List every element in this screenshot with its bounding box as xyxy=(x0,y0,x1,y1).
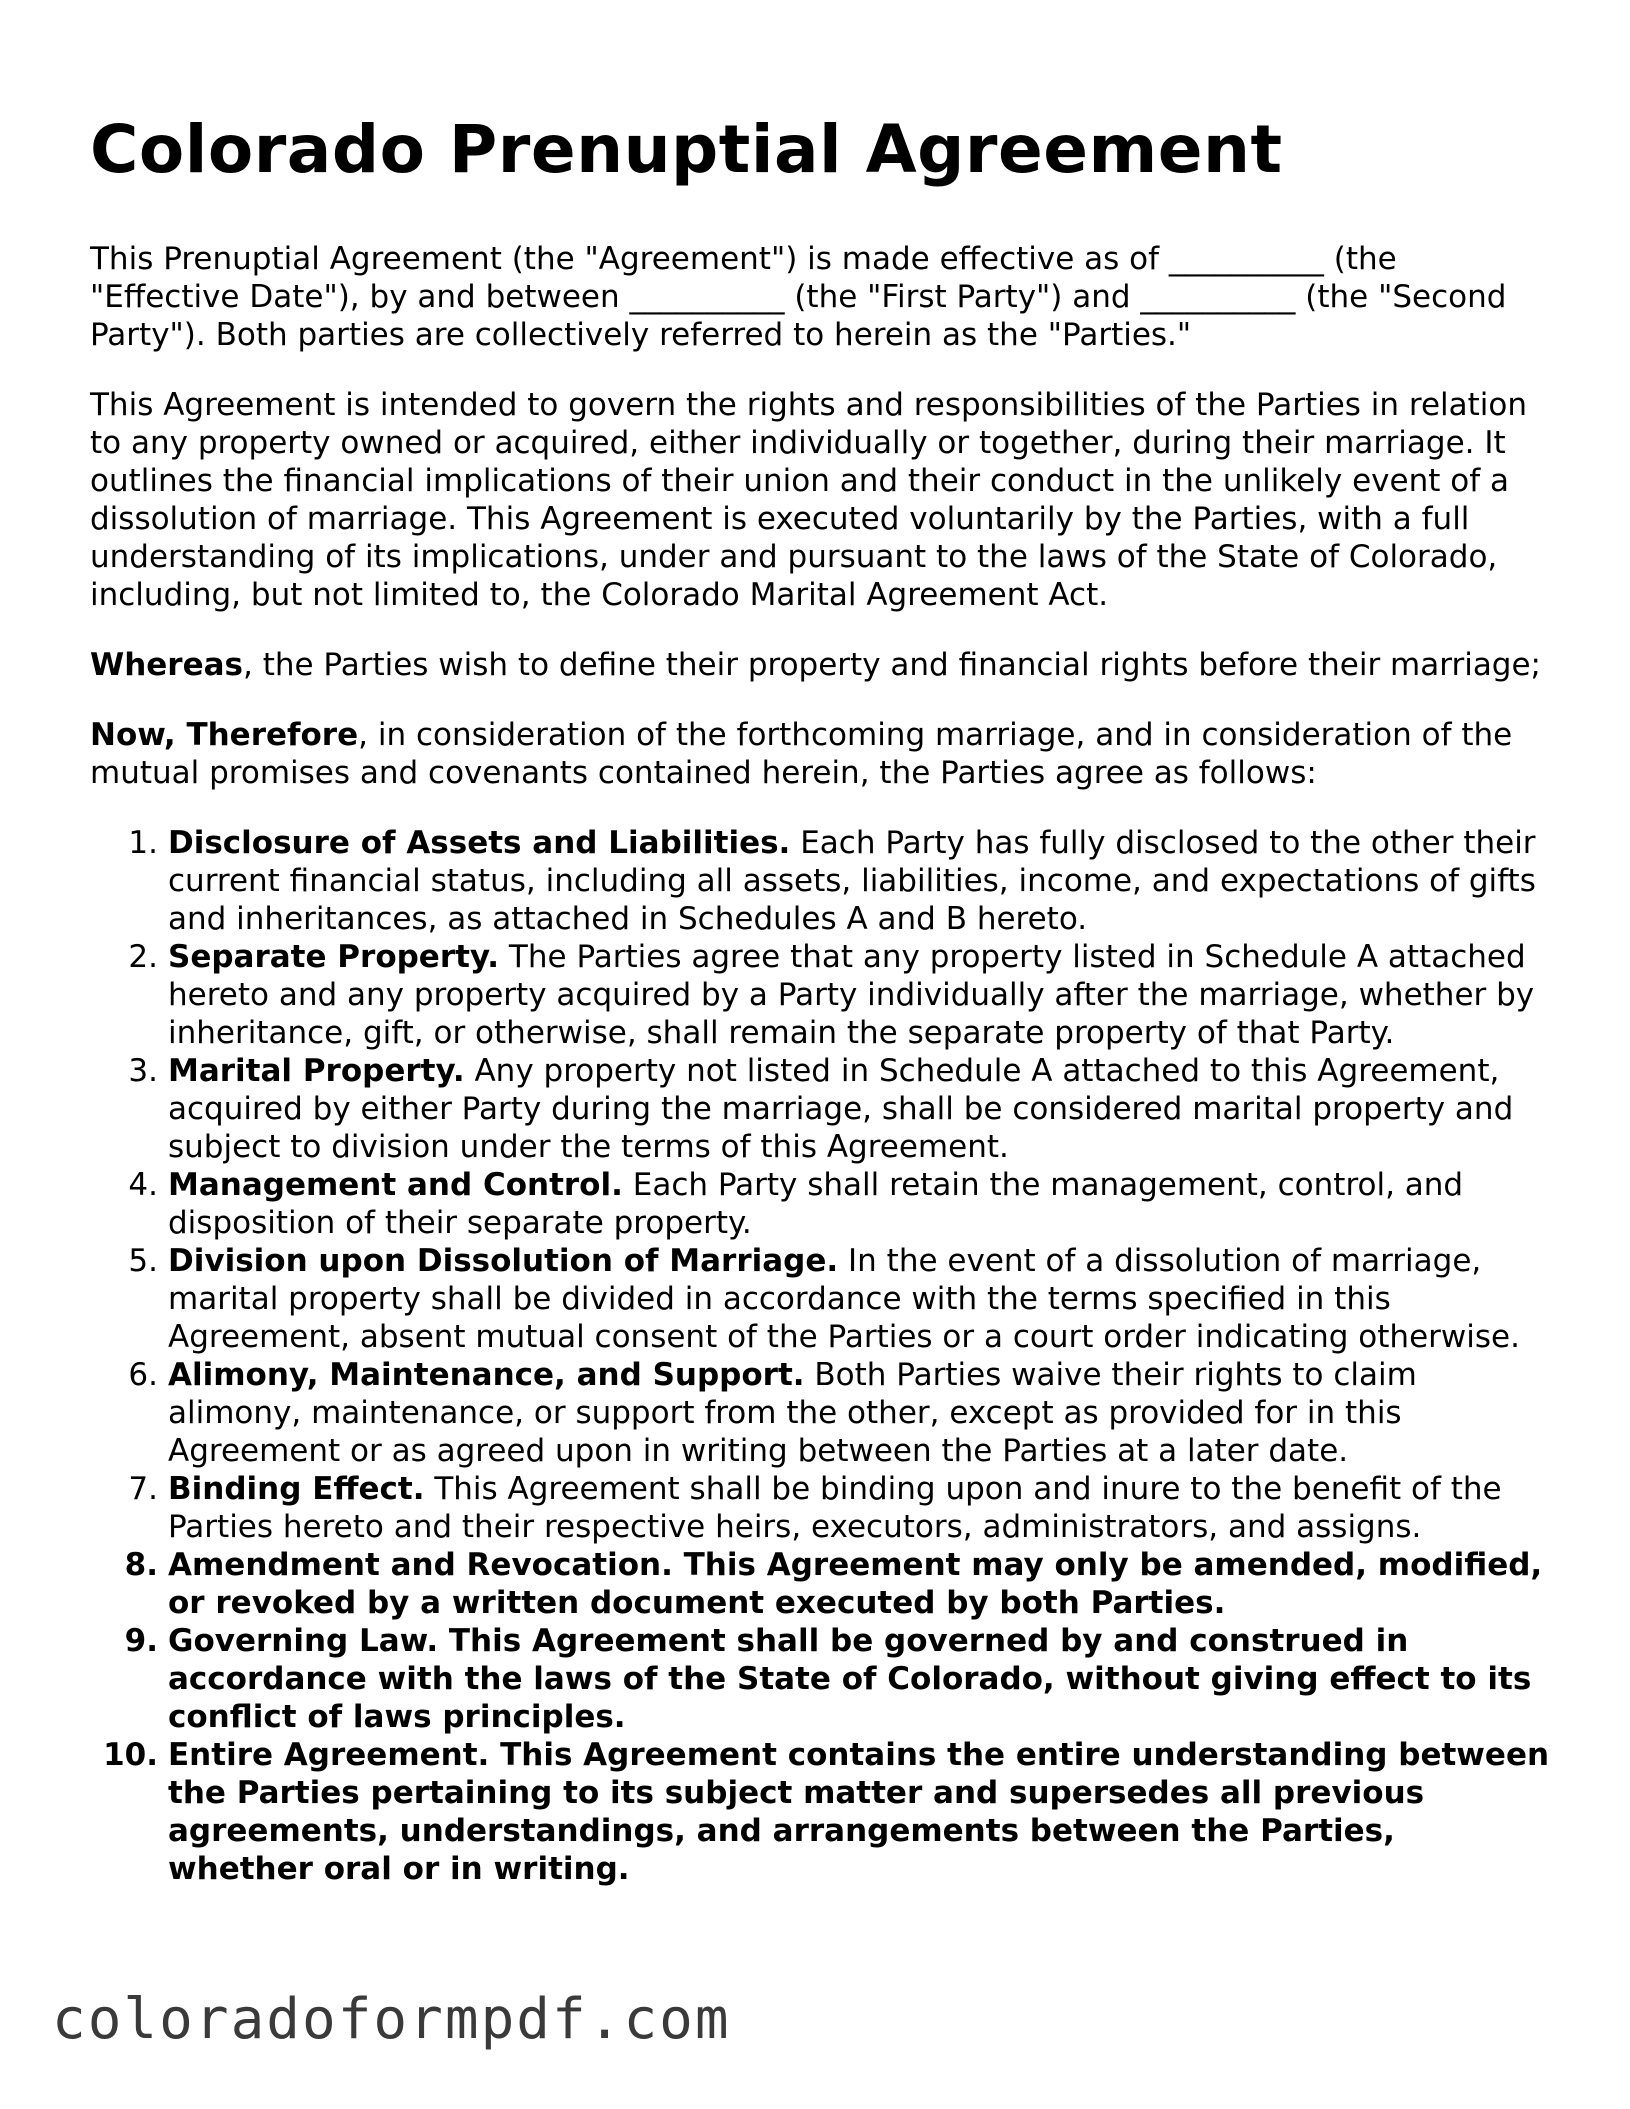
clause-item xyxy=(128,1166,1550,1242)
clause-item xyxy=(128,1470,1550,1546)
clause-heading: Management and Control. xyxy=(168,1167,623,1203)
clause-number: 8. xyxy=(124,1547,158,1583)
clause-text: Each Party shall retain the management, control, and disposition of their separate property. xyxy=(168,1167,1464,1241)
clause-text: Any property not listed in Schedule A attached to this Agreement, acquired by either Party during the marriage, shall be considered marital property and subject to division under the terms of this Agreement. xyxy=(168,1053,1514,1165)
clause-text: Governing Law. This Agreement shall be governed by and construed in accordance with the laws of the State of Colorado, without giving effect to its conflict of laws principles. xyxy=(168,1623,1532,1735)
clause-number: 1. xyxy=(128,825,158,861)
clause-heading: Marital Property. xyxy=(168,1053,465,1089)
clause-text: This Agreement shall be binding upon and inure to the benefit of the Parties hereto and their respective heirs, executors, administrators, and assigns. xyxy=(168,1471,1502,1545)
clause-item xyxy=(128,1356,1550,1470)
clause-heading: Separate Property. xyxy=(168,939,500,975)
clause-number: 4. xyxy=(128,1167,158,1203)
clause-heading: Division upon Dissolution of Marriage. xyxy=(168,1243,839,1279)
purpose-paragraph: This Agreement is intended to govern the rights and responsibilities of the Parties in relation to any property owned or acquired, either individually or together, during their marriage. It outlines the financial implications of their union and their conduct in the unlikely event of a dissolution of marriage. This Agreement is executed voluntarily by the Parties, with a full understanding of its implications, under and pursuant to the laws of the State of Colorado, including, but not limited to, the Colorado Marital Agreement Act. xyxy=(90,387,1528,613)
clause-number: 6. xyxy=(128,1357,158,1393)
clause-heading: Binding Effect. xyxy=(168,1471,425,1507)
clause-number: 10. xyxy=(103,1737,158,1773)
site-watermark: coloradoformpdf.com xyxy=(52,1987,731,2052)
clause-item-bold xyxy=(103,1736,1550,1888)
clause-heading: Alimony, Maintenance, and Support. xyxy=(168,1357,805,1393)
intro-paragraph: This Prenuptial Agreement (the "Agreement") is made effective as of __________ (the "Effective Date"), by and between __________ (the "First Party") and __________ (the "Second Party"). Both parties are collectively referred to herein as the "Parties." xyxy=(90,241,1507,353)
therefore-paragraph xyxy=(90,716,1550,792)
whereas-lead: Whereas xyxy=(90,647,243,683)
clause-number: 5. xyxy=(128,1243,158,1279)
page-title: Colorado Prenuptial Agreement xyxy=(90,111,1283,188)
clause-list xyxy=(90,824,1550,1888)
clause-item-bold xyxy=(124,1622,1550,1736)
clause-number: 7. xyxy=(128,1471,158,1507)
clause-item xyxy=(128,1242,1550,1356)
clause-text: Each Party has fully disclosed to the other their current financial status, including all assets, liabilities, income, and expectations of gifts and inheritances, as attached in Schedules A and B hereto. xyxy=(168,825,1536,937)
clause-number: 9. xyxy=(124,1623,158,1659)
clause-item xyxy=(128,1052,1550,1166)
clause-text: In the event of a dissolution of marriage, marital property shall be divided in accordance with the terms specified in this Agreement, absent mutual consent of the Parties or a court order indicating otherwise. xyxy=(168,1243,1520,1355)
document-page xyxy=(90,110,1550,1888)
clause-text: Both Parties waive their rights to claim alimony, maintenance, or support from the other, except as provided for in this Agreement or as agreed upon in writing between the Parties at a later date. xyxy=(168,1357,1417,1469)
clause-text: The Parties agree that any property listed in Schedule A attached hereto and any property acquired by a Party individually after the marriage, whether by inheritance, gift, or otherwise, shall remain the separate property of that Party. xyxy=(168,939,1535,1051)
therefore-text: , in consideration of the forthcoming marriage, and in consideration of the mutual promises and covenants contained herein, the Parties agree as follows: xyxy=(90,717,1513,791)
whereas-text: , the Parties wish to define their property and financial rights before their marriage; xyxy=(242,647,1542,683)
clause-item xyxy=(128,938,1550,1052)
therefore-lead: Now, Therefore xyxy=(90,717,359,753)
clause-item-bold xyxy=(124,1546,1550,1622)
clause-text: Amendment and Revocation. This Agreement may only be amended, modified, or revoked by a written document executed by both Parties. xyxy=(168,1547,1543,1621)
clause-text: Entire Agreement. This Agreement contains the entire understanding between the Parties pertaining to its subject matter and supersedes all previous agreements, understandings, and arrangements between the Parties, whether oral or in writing. xyxy=(168,1737,1550,1887)
whereas-paragraph xyxy=(90,646,1550,684)
clause-heading: Disclosure of Assets and Liabilities. xyxy=(168,825,791,861)
clause-number: 2. xyxy=(128,939,158,975)
clause-item xyxy=(128,824,1550,938)
clause-number: 3. xyxy=(128,1053,158,1089)
